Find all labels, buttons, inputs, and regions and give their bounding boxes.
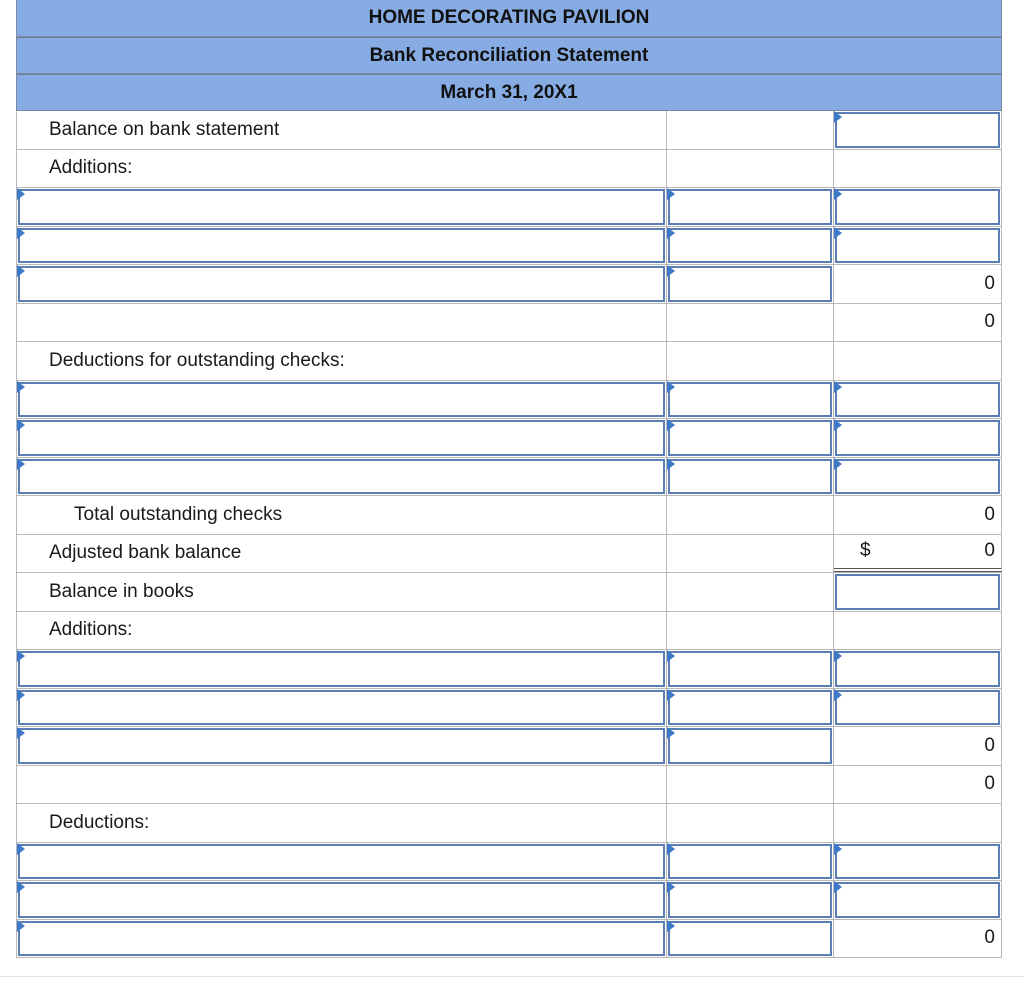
bank-addition-total-input[interactable] [835, 189, 1000, 225]
total-cell [834, 188, 1002, 226]
table-row [16, 342, 1002, 381]
amount-cell [667, 304, 834, 342]
amount-cell [667, 381, 834, 419]
amount-cell [667, 535, 834, 573]
total-cell [834, 227, 1002, 265]
amount-cell [667, 419, 834, 457]
row-label: Deductions: [16, 804, 667, 842]
amount-cell [667, 843, 834, 881]
row-label: Additions: [16, 150, 667, 188]
total-cell [834, 419, 1002, 457]
total-cell [834, 766, 1002, 804]
label-cell [16, 766, 667, 804]
table-row [16, 150, 1002, 189]
table-row [16, 188, 1002, 227]
table-row [16, 881, 1002, 920]
table-row [16, 843, 1002, 882]
dropdown-marker-icon [17, 265, 25, 277]
dropdown-marker-icon [667, 843, 675, 855]
table-row [16, 612, 1002, 651]
amount-cell [667, 496, 834, 534]
book-addition-amount-input[interactable] [668, 690, 832, 726]
label-cell [16, 304, 667, 342]
total-cell [834, 342, 1002, 380]
book-deduction-label-input[interactable] [18, 921, 665, 957]
label-cell [16, 650, 667, 688]
total-cell [834, 381, 1002, 419]
amount-cell [667, 111, 834, 149]
label-cell [16, 458, 667, 496]
total-cell [834, 265, 1002, 303]
bank-addition-amount-input[interactable] [668, 189, 832, 225]
table-row [16, 227, 1002, 266]
outstanding-check-total-input[interactable] [835, 420, 1000, 456]
dropdown-marker-icon [667, 227, 675, 239]
amount-cell [667, 265, 834, 303]
computed-value: 0 [984, 734, 995, 756]
amount-cell [667, 150, 834, 188]
dropdown-marker-icon [834, 689, 842, 701]
label-cell [16, 881, 667, 919]
amount-cell [667, 458, 834, 496]
row-label: Deductions for outstanding checks: [16, 342, 667, 380]
amount-cell [667, 650, 834, 688]
label-cell [16, 188, 667, 226]
label-cell [16, 381, 667, 419]
total-cell [834, 458, 1002, 496]
dropdown-marker-icon [667, 920, 675, 932]
reconciliation-table [16, 0, 1002, 958]
book-addition-amount-input[interactable] [668, 728, 832, 764]
outstanding-check-total-input[interactable] [835, 382, 1000, 418]
dropdown-marker-icon [667, 381, 675, 393]
outstanding-check-label-input[interactable] [18, 420, 665, 456]
bank-addition-amount-input[interactable] [668, 266, 832, 302]
dropdown-marker-icon [834, 650, 842, 662]
book-deduction-total-input[interactable] [835, 844, 1000, 880]
outstanding-check-label-input[interactable] [18, 382, 665, 418]
dropdown-marker-icon [17, 920, 25, 932]
company-name: HOME DECORATING PAVILION [16, 0, 1002, 37]
dropdown-marker-icon [17, 458, 25, 470]
book-addition-total-input[interactable] [835, 651, 1000, 687]
label-cell [16, 419, 667, 457]
dropdown-marker-icon [834, 881, 842, 893]
total-cell [834, 304, 1002, 342]
table-row [16, 766, 1002, 805]
dropdown-marker-icon [667, 881, 675, 893]
total-cell [834, 881, 1002, 919]
amount-cell [667, 766, 834, 804]
book-deduction-amount-input[interactable] [668, 844, 832, 880]
computed-value: 0 [984, 927, 995, 949]
outstanding-check-amount-input[interactable] [668, 382, 832, 418]
total-cell [834, 804, 1002, 842]
amount-cell [667, 689, 834, 727]
dropdown-marker-icon [834, 458, 842, 470]
dropdown-marker-icon [17, 419, 25, 431]
dropdown-marker-icon [667, 265, 675, 277]
dropdown-marker-icon [17, 381, 25, 393]
amount-cell [667, 727, 834, 765]
book-deduction-amount-input[interactable] [668, 921, 832, 957]
amount-cell [667, 188, 834, 226]
total-cell [834, 496, 1002, 534]
table-row [16, 265, 1002, 304]
bank-addition-label-input[interactable] [18, 228, 665, 264]
outstanding-check-label-input[interactable] [18, 459, 665, 495]
dropdown-marker-icon [834, 188, 842, 200]
dropdown-marker-icon [17, 188, 25, 200]
table-row [16, 381, 1002, 420]
table-row [16, 920, 1002, 959]
label-cell [16, 843, 667, 881]
dropdown-marker-icon [17, 689, 25, 701]
outstanding-check-amount-input[interactable] [668, 459, 832, 495]
dropdown-marker-icon [834, 843, 842, 855]
amount-cell [667, 612, 834, 650]
dropdown-marker-icon [17, 843, 25, 855]
total-cell [834, 689, 1002, 727]
book-addition-amount-input[interactable] [668, 651, 832, 687]
bank-addition-label-input[interactable] [18, 189, 665, 225]
table-row [16, 727, 1002, 766]
page-divider [0, 976, 1024, 977]
table-row [16, 689, 1002, 728]
book-addition-total-input[interactable] [835, 690, 1000, 726]
label-cell [16, 689, 667, 727]
computed-value: 0 [984, 272, 995, 294]
table-row [16, 419, 1002, 458]
dropdown-marker-icon [667, 188, 675, 200]
amount-cell [667, 804, 834, 842]
total-cell [834, 920, 1002, 958]
table-row [16, 573, 1002, 612]
amount-cell [667, 573, 834, 611]
amount-cell [667, 920, 834, 958]
dropdown-marker-icon [667, 458, 675, 470]
dropdown-marker-icon [667, 650, 675, 662]
total-cell [834, 612, 1002, 650]
dropdown-marker-icon [17, 227, 25, 239]
label-cell [16, 920, 667, 958]
bank-balance-input[interactable] [835, 112, 1000, 148]
table-row [16, 650, 1002, 689]
total-cell [834, 727, 1002, 765]
book-deduction-label-input[interactable] [18, 882, 665, 918]
statement-title: Bank Reconciliation Statement [16, 37, 1002, 74]
computed-value: 0 [984, 311, 995, 333]
outstanding-check-amount-input[interactable] [668, 420, 832, 456]
table-row [16, 111, 1002, 150]
dropdown-marker-icon [17, 650, 25, 662]
bank-addition-amount-input[interactable] [668, 228, 832, 264]
dropdown-marker-icon [834, 111, 842, 123]
book-deduction-amount-input[interactable] [668, 882, 832, 918]
total-cell [834, 111, 1002, 149]
row-label: Additions: [16, 612, 667, 650]
label-cell [16, 727, 667, 765]
dropdown-marker-icon [17, 727, 25, 739]
book-addition-label-input[interactable] [18, 728, 665, 764]
amount-cell [667, 227, 834, 265]
bank-addition-label-input[interactable] [18, 266, 665, 302]
dropdown-marker-icon [667, 419, 675, 431]
table-row [16, 804, 1002, 843]
label-cell [16, 227, 667, 265]
dropdown-marker-icon [834, 381, 842, 393]
dropdown-marker-icon [834, 419, 842, 431]
total-cell [834, 535, 1002, 573]
row-label: Balance in books [16, 573, 667, 611]
row-label: Balance on bank statement [16, 111, 667, 149]
total-cell [834, 843, 1002, 881]
amount-cell [667, 342, 834, 380]
amount-cell [667, 881, 834, 919]
dropdown-marker-icon [667, 727, 675, 739]
label-cell [16, 265, 667, 303]
row-label: Total outstanding checks [16, 496, 667, 534]
currency-symbol: $ [860, 540, 871, 562]
computed-value: 0 [984, 540, 995, 562]
bank-addition-total-input[interactable] [835, 228, 1000, 264]
outstanding-check-total-input[interactable] [835, 459, 1000, 495]
table-row [16, 535, 1002, 574]
table-row [16, 304, 1002, 343]
book-balance-input[interactable] [835, 574, 1000, 610]
statement-date: March 31, 20X1 [16, 74, 1002, 111]
book-deduction-label-input[interactable] [18, 844, 665, 880]
total-cell [834, 573, 1002, 611]
computed-value: 0 [984, 503, 995, 525]
dropdown-marker-icon [667, 689, 675, 701]
computed-value: 0 [984, 773, 995, 795]
row-label: Adjusted bank balance [16, 535, 667, 573]
book-deduction-total-input[interactable] [835, 882, 1000, 918]
total-cell [834, 150, 1002, 188]
book-addition-label-input[interactable] [18, 651, 665, 687]
dropdown-marker-icon [834, 227, 842, 239]
total-cell [834, 650, 1002, 688]
table-row [16, 458, 1002, 497]
dropdown-marker-icon [17, 881, 25, 893]
table-row [16, 496, 1002, 535]
book-addition-label-input[interactable] [18, 690, 665, 726]
